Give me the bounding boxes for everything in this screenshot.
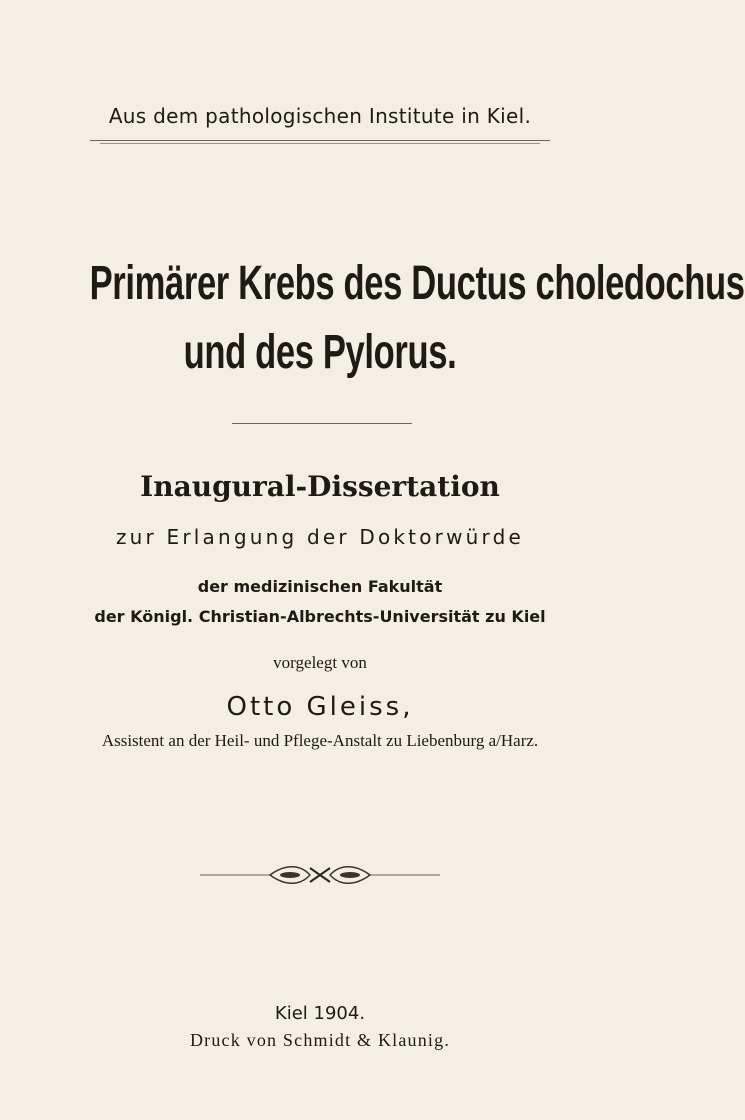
top-rule	[90, 140, 550, 141]
top-rule-secondary	[100, 143, 540, 144]
main-title-line-2: und des Pylorus.	[183, 326, 457, 379]
decorative-flourish-icon	[200, 860, 440, 890]
author-position: Assistent an der Heil- und Pflege-Anstalt zu Liebenburg a/Harz.	[101, 731, 539, 750]
printer-line: Druck von Schmidt & Klaunig.	[189, 1030, 451, 1050]
faculty-line: der medizinischen Fakultät	[197, 577, 443, 596]
middle-rule	[232, 423, 412, 424]
dissertation-heading: Inaugural-Dissertation	[140, 470, 500, 503]
degree-purpose: zur Erlangung der Doktorwürde	[115, 525, 524, 549]
institute-line: Aus dem pathologischen Institute in Kiel.	[108, 104, 532, 128]
university-line: der Königl. Christian-Albrechts-Universität zu Kiel	[94, 607, 546, 626]
author-name: Otto Gleiss,	[226, 692, 414, 722]
main-title-line-1: Primärer Krebs des Ductus choledochus	[89, 257, 745, 310]
presented-by: vorgelegt von	[273, 653, 367, 672]
place-year: Kiel 1904.	[274, 1003, 366, 1024]
